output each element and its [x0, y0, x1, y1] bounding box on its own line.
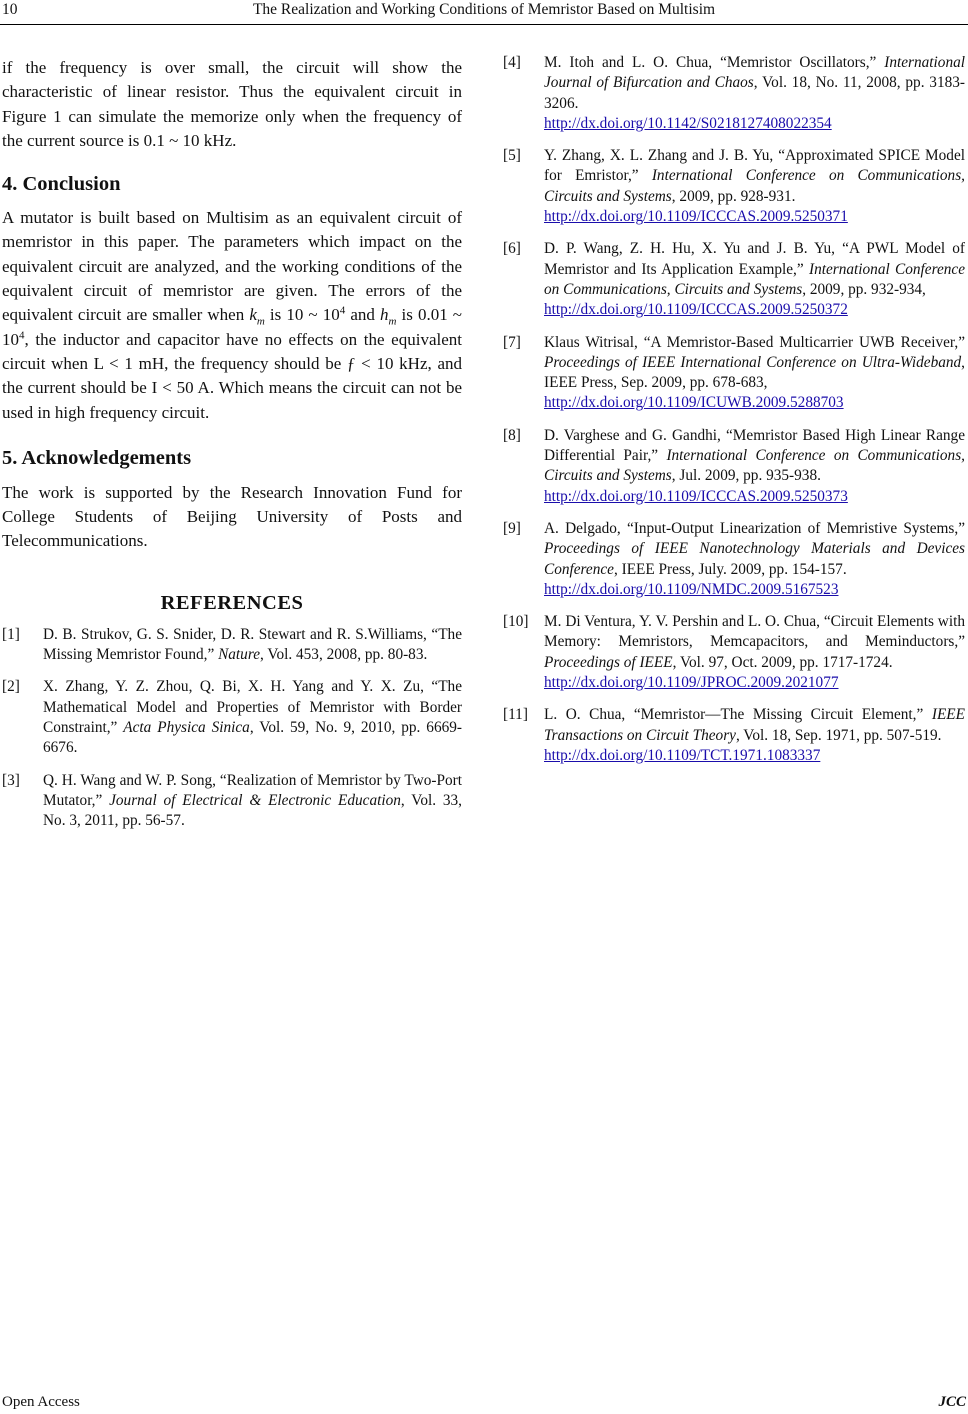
reference-item	[2, 771, 462, 832]
reference-authors-title: L. O. Chua, “Memristor—The Missing Circuit Element,”	[544, 706, 932, 724]
reference-authors-title: Y. Zhang, X. L. Zhang and J. B. Yu, “Approximated SPICE Model for Emristor,”	[544, 147, 965, 185]
reference-item	[503, 53, 965, 134]
running-header	[0, 0, 968, 25]
reference-venue: Acta Physica Sinica	[123, 718, 250, 736]
reference-venue: Proceedings of IEEE International Conference on Ultra-Wideband	[544, 353, 962, 371]
journal-abbrev: JCC	[938, 1394, 966, 1410]
reference-item	[2, 677, 462, 758]
reference-number: [11]	[503, 706, 528, 724]
acknowledgements-heading: 5. Acknowledgements	[2, 446, 192, 469]
reference-details: , IEEE Press, July. 2009, pp. 154-157.	[613, 560, 847, 578]
acknowledgements-paragraph: The work is supported by the Research Innovation Fund for College Students of Beijing University of Posts and Telecommunications.	[2, 482, 462, 551]
page-number: 10	[2, 1, 18, 18]
reference-authors-title: D. Varghese and G. Gandhi, “Memristor Based High Linear Range Differential Pair,”	[544, 426, 965, 465]
reference-number: [8]	[503, 426, 521, 444]
reference-details: , IEEE Press, Sep. 2009, pp. 678-683,	[544, 353, 965, 392]
reference-venue: Proceedings of IEEE Nanotechnology Materials and Devices Conference	[544, 540, 965, 578]
conclusion-paragraph: A mutator is built based on Multisim as an equivalent circuit of memristor in this paper. The parameters which impact on the equivalent circuit are analyzed, and the working conditions of the equivalent circuit of memristor are given. The errors of the equivalent circuit are smaller when $k_m$ is 10 ~ $10^4$ and $h_m$ is 0.01 ~ $10^4$, the inductor and capacitor have no effects on the equivalent circuit when L < 1 mH, the frequency should be ƒ < 10 kHz, and the current should be I < 50 A. Which means the circuit can not be used in high frequency circuit.	[2, 208, 462, 422]
reference-item	[503, 146, 965, 227]
reference-number: [3]	[2, 771, 20, 789]
reference-item	[503, 519, 965, 600]
reference-details: , Vol. 18, No. 11, 2008, pp. 3183-3206.	[544, 74, 965, 112]
reference-doi-link[interactable]: http://dx.doi.org/10.1109/TCT.1971.1083337	[544, 746, 821, 764]
reference-venue: Journal of Electrical & Electronic Education	[109, 791, 401, 809]
reference-doi-link[interactable]: http://dx.doi.org/10.1109/ICCCAS.2009.5250371	[544, 208, 848, 226]
reference-venue: Nature	[218, 646, 261, 664]
right-column	[503, 53, 965, 766]
reference-authors-title: M. Di Ventura, Y. V. Pershin and L. O. Chua, “Circuit Elements with Memory: Memristors, Memcapacitors, and Meminductors,”	[544, 613, 965, 651]
reference-doi-link[interactable]: http://dx.doi.org/10.1109/ICUWB.2009.5288703	[544, 394, 844, 412]
reference-doi-link[interactable]: http://dx.doi.org/10.1142/S0218127408022354	[544, 114, 832, 132]
reference-item	[503, 426, 965, 507]
reference-doi-link[interactable]: http://dx.doi.org/10.1109/ICCCAS.2009.5250373	[544, 487, 848, 505]
reference-venue: International Journal of Bifurcation and Chaos	[544, 54, 965, 92]
reference-venue: Proceedings of IEEE	[544, 653, 673, 671]
reference-authors-title: D. B. Strukov, G. S. Snider, D. R. Stewart and R. S.Williams, “The Missing Memristor Found,”	[43, 625, 462, 664]
reference-details: , Vol. 97, Oct. 2009, pp. 1717-1724.	[672, 653, 893, 671]
reference-number: [1]	[2, 625, 20, 643]
reference-number: [4]	[503, 54, 521, 71]
reference-details: , 2009, pp. 932-934,	[802, 280, 926, 298]
reference-authors-title: M. Itoh and L. O. Chua, “Memristor Oscillators,”	[544, 54, 885, 71]
reference-authors-title: A. Delgado, “Input-Output Linearization of Memristive Systems,”	[544, 519, 965, 537]
references-list-left	[2, 625, 462, 832]
running-title: The Realization and Working Conditions of Memristor Based on Multisim	[252, 1, 716, 18]
left-column	[2, 56, 462, 831]
reference-number: [9]	[503, 519, 521, 537]
reference-item	[503, 705, 965, 766]
reference-details: , Vol. 59, No. 9, 2010, pp. 6669-6676.	[43, 718, 462, 757]
reference-item	[503, 239, 965, 320]
reference-item	[503, 333, 965, 414]
reference-number: [10]	[503, 613, 529, 631]
reference-item	[503, 612, 965, 693]
reference-venue: International Conference on Communications, Circuits and Systems	[544, 447, 965, 485]
references-heading: REFERENCES	[160, 591, 304, 614]
reference-venue: International Conference on Communications, Circuits and Systems	[544, 167, 965, 205]
reference-doi-link[interactable]: http://dx.doi.org/10.1109/ICCCAS.2009.5250372	[544, 301, 848, 319]
reference-doi-link[interactable]: http://dx.doi.org/10.1109/NMDC.2009.5167523	[544, 580, 839, 598]
reference-venue: IEEE Transactions on Circuit Theory	[544, 706, 965, 744]
reference-item	[2, 625, 462, 666]
reference-venue: International Conference on Communications, Circuits and Systems	[544, 260, 965, 298]
reference-details: , Jul. 2009, pp. 935-938.	[671, 467, 821, 485]
conclusion-heading: 4. Conclusion	[2, 173, 121, 196]
reference-details: , Vol. 33, No. 3, 2011, pp. 56-57.	[43, 791, 463, 830]
reference-authors-title: Klaus Witrisal, “A Memristor-Based Multicarrier UWB Receiver,”	[544, 333, 965, 351]
reference-authors-title: Q. H. Wang and W. P. Song, “Realization of Memristor by Two-Port Mutator,”	[43, 771, 462, 809]
reference-number: [6]	[503, 240, 521, 258]
reference-authors-title: D. P. Wang, Z. H. Hu, X. Yu and J. B. Yu, “A PWL Model of Memristor and Its Application Example,”	[544, 240, 965, 278]
intro-paragraph: if the frequency is over small, the circuit will show the characteristic of linear resistor. Thus the equivalent circuit in Figure 1 can simulate the memorize only when the frequency of the current source is 0.1 ~ 10 kHz.	[2, 58, 462, 150]
reference-authors-title: X. Zhang, Y. Z. Zhou, Q. Bi, X. H. Yang and Y. X. Zu, “The Mathematical Model and Properties of Memristor with Border Constraint,”	[43, 678, 462, 736]
reference-number: [7]	[503, 333, 521, 351]
references-list-right	[503, 53, 965, 766]
reference-details: , 2009, pp. 928-931.	[671, 187, 796, 205]
reference-details: , Vol. 453, 2008, pp. 80-83.	[260, 646, 428, 664]
reference-details: , Vol. 18, Sep. 1971, pp. 507-519.	[735, 726, 942, 744]
reference-number: [2]	[2, 678, 20, 696]
reference-doi-link[interactable]: http://dx.doi.org/10.1109/JPROC.2009.2021077	[544, 674, 839, 692]
reference-number: [5]	[503, 147, 521, 165]
open-access-label: Open Access	[2, 1394, 80, 1410]
